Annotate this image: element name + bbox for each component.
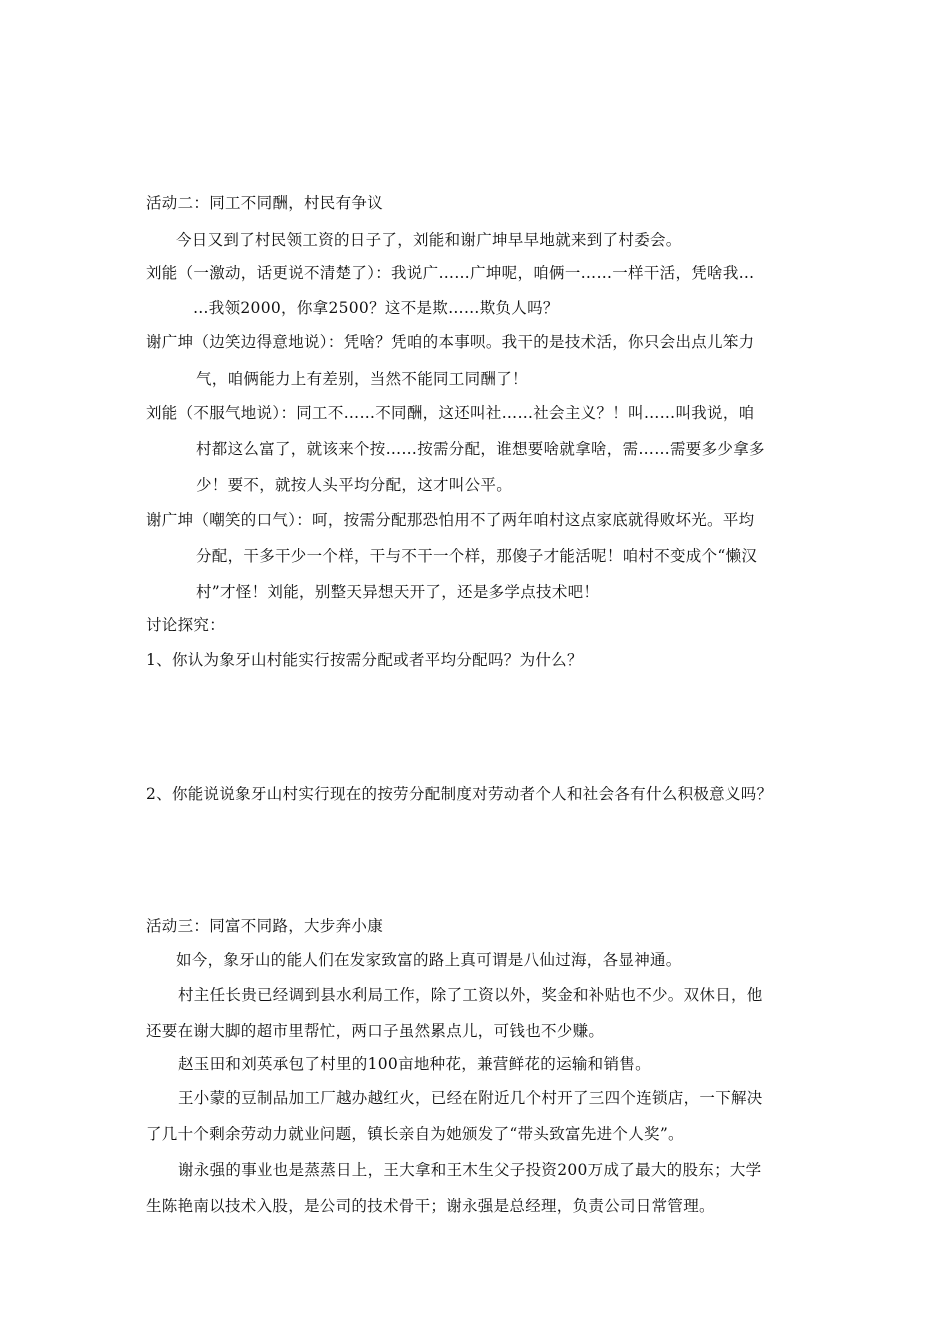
discussion-question-2: 2、你能说说象牙山村实行现在的按劳分配制度对劳动者个人和社会各有什么积极意义吗？ [146, 785, 773, 803]
activity3-paragraph-3: 赵玉田和刘英承包了村里的100亩地种花，兼营鲜花的运输和销售。 [178, 1055, 651, 1073]
activity2-intro: 今日又到了村民领工资的日子了，刘能和谢广坤早早地就来到了村委会。 [176, 231, 682, 249]
activity3-paragraph-1: 如今，象牙山的能人们在发家致富的路上真可谓是八仙过海，各显神通。 [176, 951, 682, 969]
activity3-paragraph-4-line2: 了几十个剩余劳动力就业问题，镇长亲自为她颁发了“带头致富先进个人奖”。 [146, 1125, 684, 1143]
dialogue-xieguangkun-2-line1: 谢广坤（嘲笑的口气）：呵，按需分配那恐怕用不了两年咱村这点家底就得败坏光。平均 [146, 511, 755, 529]
dialogue-liuneng-1-line2: …我领2000，你拿2500？这不是欺……欺负人吗？ [193, 299, 559, 317]
dialogue-xieguangkun-1-line2: 气，咱俩能力上有差别，当然不能同工同酬了！ [196, 370, 528, 388]
activity3-paragraph-5-line2: 生陈艳南以技术入股，是公司的技术骨干；谢永强是总经理，负责公司日常管理。 [146, 1197, 715, 1215]
dialogue-liuneng-1-line1: 刘能（一激动，话更说不清楚了）：我说广……广坤呢，咱俩一……一样干活，凭啥我… [146, 264, 755, 282]
discussion-question-1: 1、你认为象牙山村能实行按需分配或者平均分配吗？为什么？ [146, 651, 583, 669]
dialogue-liuneng-2-line2: 村都这么富了，就该来个按……按需分配，谁想要啥就拿啥，需……需要多少拿多 [196, 440, 765, 458]
activity3-heading: 活动三：同富不同路，大步奔小康 [146, 917, 384, 935]
activity2-heading: 活动二：同工不同酬，村民有争议 [146, 194, 384, 212]
dialogue-liuneng-2-line1: 刘能（不服气地说）：同工不……不同酬，这还叫社……社会主义？！叫……叫我说，咱 [146, 404, 755, 422]
activity3-paragraph-2-line2: 还要在谢大脚的超市里帮忙，两口子虽然累点儿，可钱也不少赚。 [146, 1022, 605, 1040]
activity3-paragraph-5-line1: 谢永强的事业也是蒸蒸日上，王大拿和王木生父子投资200万成了最大的股东；大学 [178, 1161, 762, 1179]
dialogue-xieguangkun-2-line2: 分配，干多干少一个样，干与不干一个样，那傻子才能活呢！咱村不变成个“懒汉 [196, 547, 758, 565]
dialogue-xieguangkun-2-line3: 村”才怪！刘能，别整天异想天开了，还是多学点技术吧！ [196, 583, 600, 601]
discussion-label: 讨论探究： [146, 616, 226, 634]
dialogue-xieguangkun-1-line1: 谢广坤（边笑边得意地说）：凭啥？凭咱的本事呗。我干的是技术活，你只会出点儿笨力 [146, 333, 755, 351]
activity3-paragraph-4-line1: 王小蒙的豆制品加工厂越办越红火，已经在附近几个村开了三四个连锁店，一下解决 [178, 1089, 763, 1107]
dialogue-liuneng-2-line3: 少！要不，就按人头平均分配，这才叫公平。 [196, 476, 513, 494]
activity3-paragraph-2-line1: 村主任长贵已经调到县水利局工作，除了工资以外，奖金和补贴也不少。双休日，他 [178, 986, 763, 1004]
